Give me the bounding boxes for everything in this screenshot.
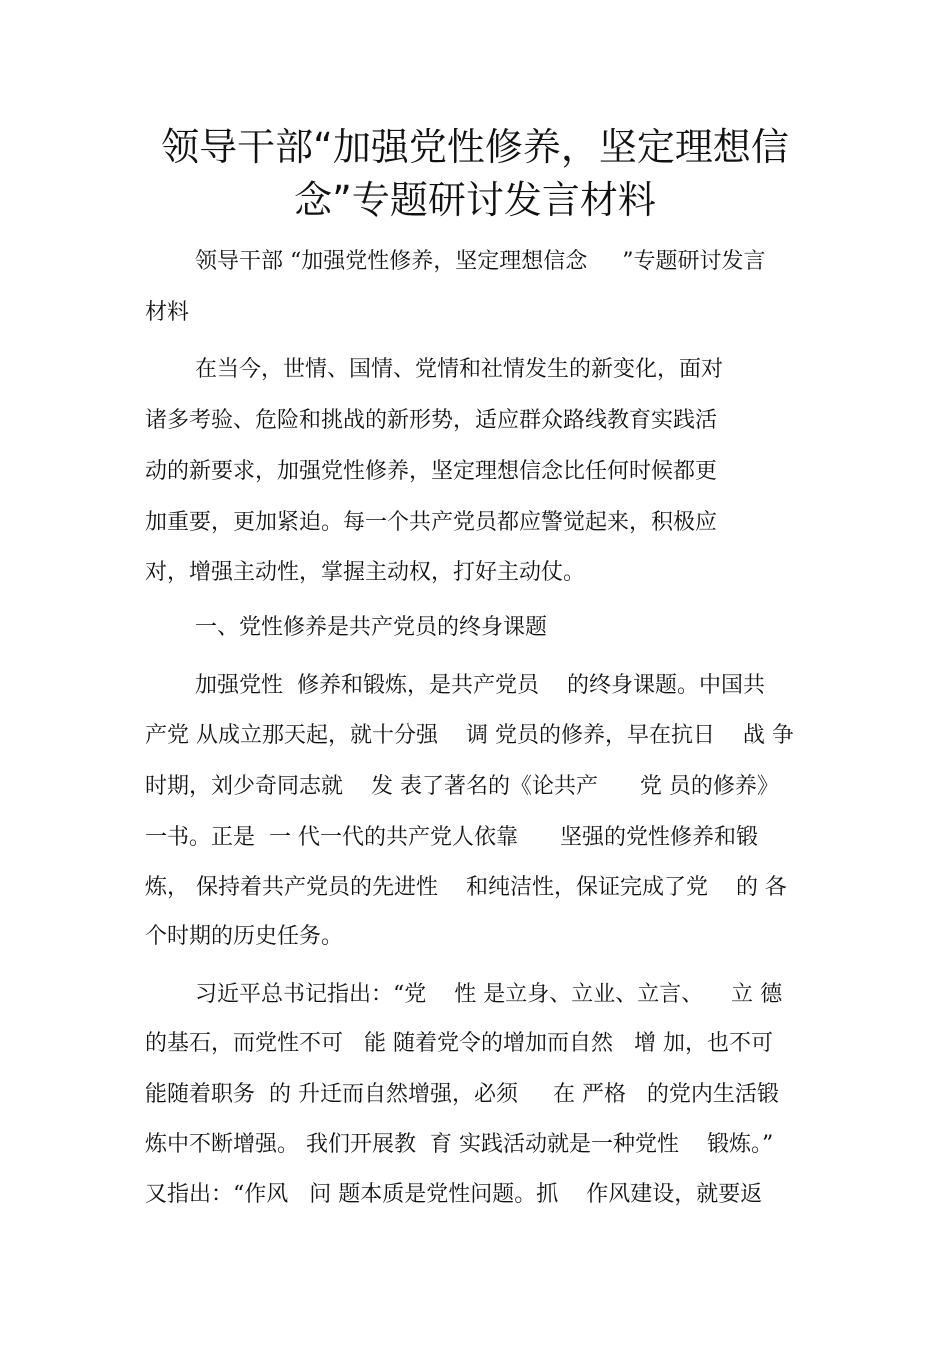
document-title-line-2: 念”专题研讨发言材料	[294, 178, 656, 222]
text-line: 材料	[145, 300, 190, 325]
text-line: 产党 从成立那天起，就十分强 调 党员的修养，早在抗日 战 争	[145, 723, 794, 748]
text-line: 习近平总书记指出：“党 性 是立身、立业、立言、 立 德	[195, 982, 783, 1007]
text-line: 炼， 保持着共产党员的先进性 和纯洁性，保证完成了党 的 各	[145, 875, 787, 900]
section-heading: 一、党性修养是共产党员的终身课题	[195, 615, 548, 640]
text-line: 诸多考验、危险和挑战的新形势，适应群众路线教育实践活	[145, 408, 718, 433]
text-line: 加重要，更加紧迫。每一个共产党员都应警觉起来，积极应	[145, 510, 718, 535]
text-line: 加强党性 修养和锻炼，是共产党员 的终身课题。中国共	[195, 673, 765, 698]
document-title-line-1: 领导干部“加强党性修养，坚定理想信	[161, 125, 789, 169]
text-line: 又指出：“作风 问 题本质是党性问题。抓 作风建设，就要返	[145, 1182, 763, 1207]
text-line: 领导干部 “加强党性修养，坚定理想信念 ”专题研讨发言	[195, 249, 766, 274]
text-line: 动的新要求，加强党性修养，坚定理想信念比任何时候都更	[145, 459, 718, 484]
text-line: 能随着职务 的 升迁而自然增强，必须 在 严格 的党内生活锻	[145, 1082, 779, 1107]
text-line: 时期，刘少奇同志就 发 表了著名的《论共产 党 员的修养》	[145, 774, 779, 799]
text-line: 的基石，而党性不可 能 随着党令的增加而自然 增 加，也不可	[145, 1031, 773, 1056]
text-line: 炼中不断增强。 我们开展教 育 实践活动就是一种党性 锻炼。”	[145, 1132, 774, 1157]
text-line: 对，增强主动性，掌握主动权，打好主动仗。	[145, 560, 586, 585]
text-line: 一书。正是 一 代一代的共产党人依靠 坚强的党性修养和锻	[145, 825, 758, 850]
text-line: 个时期的历史任务。	[145, 924, 344, 949]
text-line: 在当今，世情、国情、党情和社情发生的新变化，面对	[195, 357, 724, 382]
